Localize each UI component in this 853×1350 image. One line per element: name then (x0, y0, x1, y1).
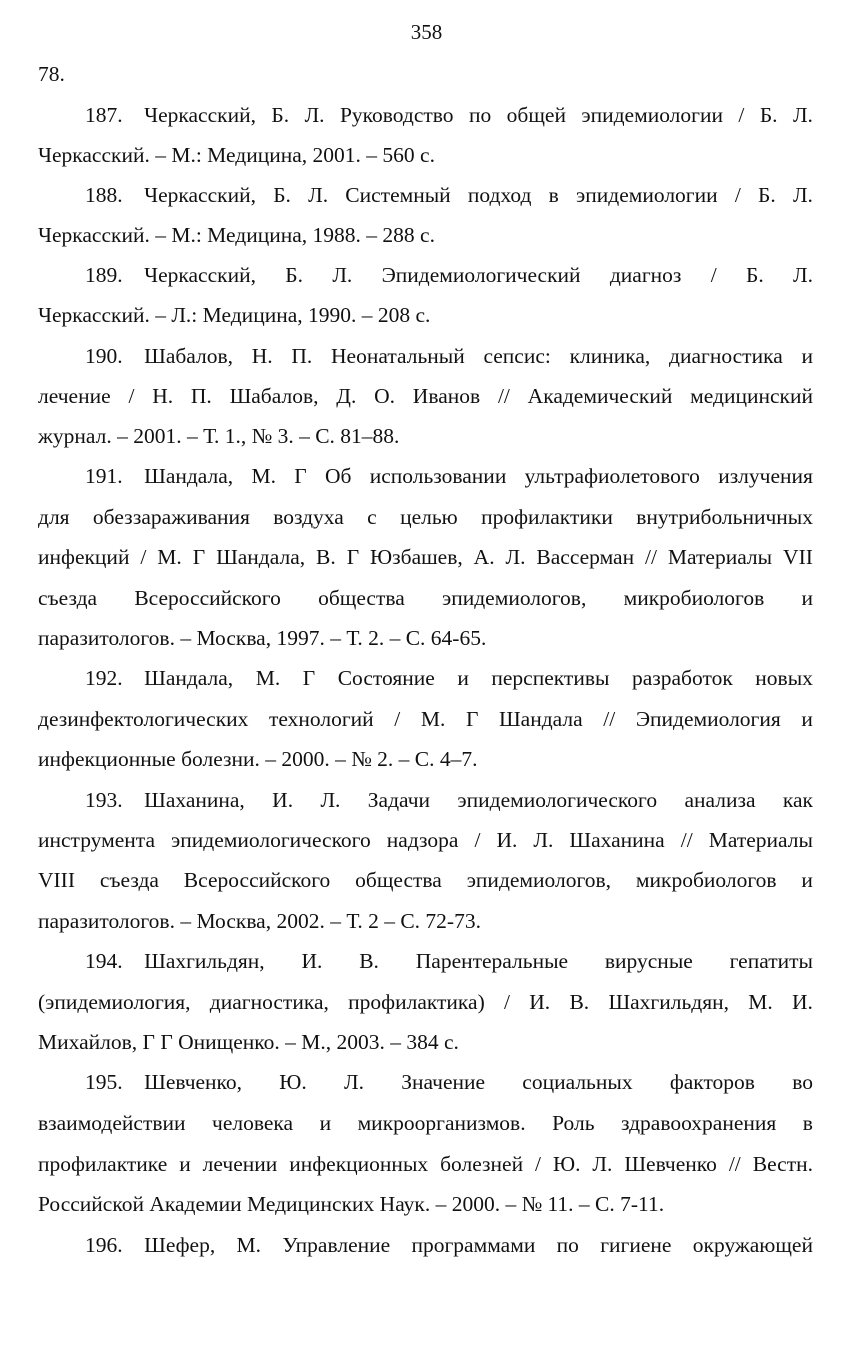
text-line: журнал. – 2001. – Т. 1., № 3. – С. 81–88. (38, 424, 400, 448)
word: М. (251, 464, 276, 488)
word: / (535, 1152, 542, 1176)
word: Эпидемиология (635, 707, 781, 731)
word: Академический (527, 384, 673, 408)
word: общества (318, 586, 405, 610)
word: 188. Черкасский, (85, 183, 256, 207)
word: по (468, 103, 492, 127)
text-line (38, 1109, 813, 1137)
text-line (38, 1150, 813, 1178)
word: микробиологов (623, 586, 765, 610)
word: клиника, (569, 344, 651, 368)
word: съезда (38, 586, 98, 610)
word: И. (301, 949, 323, 973)
word: В. (569, 990, 590, 1014)
word: Шандала (498, 707, 583, 731)
word: Г (465, 707, 479, 731)
word: Г (294, 464, 307, 488)
word: человека (212, 1111, 294, 1135)
word: 189. Черкасский, (85, 263, 256, 287)
word: целью (400, 505, 458, 529)
word: 195. Шевченко, (85, 1070, 243, 1094)
word: факторов (669, 1070, 755, 1094)
word: профилактике (38, 1152, 168, 1176)
word: лечение (38, 384, 111, 408)
text-line (85, 664, 813, 692)
text-line: паразитологов. – Москва, 2002. – Т. 2 – С. 72-73. (38, 909, 481, 933)
word: М. (236, 1233, 262, 1257)
text-line: паразитологов. – Москва, 1997. – Т. 2. – С. 64-65. (38, 626, 487, 650)
word: Шандала, (216, 545, 306, 569)
text-line (85, 462, 813, 490)
word: Шахгильдян, (608, 990, 729, 1014)
word: анализа (684, 788, 756, 812)
word: Л. (505, 545, 526, 569)
word: Л. (533, 828, 554, 852)
word: И. (272, 788, 294, 812)
word: // (645, 545, 657, 569)
word: Л. (793, 263, 813, 287)
word: съезда (99, 868, 159, 892)
word: по (556, 1233, 579, 1257)
word: инфекций (38, 545, 130, 569)
word: эпидемиологов, (442, 586, 587, 610)
word: окружающей (692, 1233, 813, 1257)
word: Б. (745, 263, 764, 287)
word: общей (506, 103, 566, 127)
text-line (38, 866, 813, 894)
word: // (497, 384, 510, 408)
word: Д. (336, 384, 357, 408)
text-line (38, 826, 813, 854)
word: инструмента (38, 828, 156, 852)
word: во (792, 1070, 813, 1094)
word: Всероссийского (183, 868, 331, 892)
word: и (801, 586, 813, 610)
word: Вассерман (536, 545, 635, 569)
text-line (85, 181, 813, 209)
word: Об (324, 464, 352, 488)
text-line (38, 584, 813, 612)
word: микробиологов (635, 868, 777, 892)
text-line (85, 947, 813, 975)
word: эпидемиологов, (466, 868, 612, 892)
word: 190. Шабалов, (85, 344, 234, 368)
word: М. (157, 545, 182, 569)
word: Л. (304, 103, 325, 127)
word: Б. (758, 183, 776, 207)
word: И. (792, 990, 813, 1014)
word: обеззараживания (92, 505, 250, 529)
word: социальных (522, 1070, 633, 1094)
word: в (548, 183, 559, 207)
word: / (734, 183, 741, 207)
word: и (801, 868, 813, 892)
word: М. (420, 707, 446, 731)
word: Материалы (667, 545, 773, 569)
word: Всероссийского (134, 586, 281, 610)
word: разработок (631, 666, 733, 690)
word: Б. (285, 263, 304, 287)
word: Л. (308, 183, 329, 207)
word: Г (346, 545, 360, 569)
word: Эпидемиологический (381, 263, 581, 287)
text-line (38, 503, 813, 531)
word: // (728, 1152, 741, 1176)
word: П. (190, 384, 212, 408)
word: гепатиты (729, 949, 813, 973)
word: Значение (401, 1070, 486, 1094)
word: подход (467, 183, 532, 207)
word: Л. (792, 183, 813, 207)
word: как (782, 788, 813, 812)
word: эпидемиологического (171, 828, 371, 852)
word: воздуха (273, 505, 344, 529)
word: 187. Черкасский, (85, 103, 256, 127)
word: Шаханина (569, 828, 665, 852)
page-number: 358 (410, 20, 443, 44)
word: излучения (718, 464, 813, 488)
text-line: Черкасский. – М.: Медицина, 2001. – 560 с. (38, 143, 435, 167)
text-line (38, 988, 813, 1016)
word: / (474, 828, 481, 852)
word: / (710, 263, 717, 287)
word: / (394, 707, 401, 731)
word: и (801, 707, 813, 731)
text-line (38, 382, 813, 410)
word: М. (255, 666, 281, 690)
text-line (85, 1068, 813, 1096)
word: Б. (759, 103, 778, 127)
word: Управление (282, 1233, 391, 1257)
text-line: Черкасский. – М.: Медицина, 1988. – 288 с. (38, 223, 435, 247)
word: Л. (792, 103, 813, 127)
word: Задачи (367, 788, 431, 812)
word: сепсис: (483, 344, 551, 368)
word: Роль (552, 1111, 595, 1135)
word: Вестн. (752, 1152, 813, 1176)
word: для (38, 505, 70, 529)
word: И. (496, 828, 518, 852)
word: эпидемиологии (581, 103, 723, 127)
word: В. (316, 545, 336, 569)
word: И. (529, 990, 551, 1014)
word: Шевченко (624, 1152, 717, 1176)
word: Неонатальный (331, 344, 465, 368)
word: О. (374, 384, 396, 408)
text-line (85, 101, 813, 129)
word: Б. (273, 183, 291, 207)
word: диагностика, (209, 990, 329, 1014)
word: 192. Шандала, (85, 666, 234, 690)
word: Иванов (412, 384, 481, 408)
word: А. (473, 545, 495, 569)
word: (эпидемиология, (38, 990, 191, 1014)
word: Л. (343, 1070, 364, 1094)
word: 191. Шандала, (85, 464, 234, 488)
word: перспективы (491, 666, 610, 690)
word: лечении (202, 1152, 278, 1176)
word: и (801, 344, 813, 368)
word: диагностика (669, 344, 783, 368)
word: / (128, 384, 135, 408)
word: общества (355, 868, 442, 892)
word: М. (748, 990, 773, 1014)
word: Системный (345, 183, 451, 207)
word: Состояние (337, 666, 435, 690)
text-line (85, 1231, 813, 1259)
text-line: инфекционные болезни. – 2000. – № 2. – С. 4–7. (38, 747, 478, 771)
word: Парентеральные (415, 949, 569, 973)
word: эпидемиологии (576, 183, 718, 207)
word: микроорганизмов. (357, 1111, 526, 1135)
word: Б. (271, 103, 290, 127)
word: и (319, 1111, 332, 1135)
word: надзора (386, 828, 459, 852)
text-line (85, 261, 813, 289)
word: эпидемиологического (457, 788, 658, 812)
word: новых (755, 666, 813, 690)
word: медицинский (690, 384, 813, 408)
text-line: Российской Академии Медицинских Наук. – 2000. – № 11. – С. 7-11. (38, 1192, 665, 1216)
word: Н. (251, 344, 273, 368)
text-line (85, 342, 813, 370)
word: в (802, 1111, 813, 1135)
word: взаимодействии (38, 1111, 186, 1135)
word: внутрибольничных (636, 505, 813, 529)
word: и (179, 1152, 191, 1176)
word: Л. (592, 1152, 613, 1176)
word: Г (302, 666, 316, 690)
word: П. (291, 344, 313, 368)
word: Руководство (339, 103, 454, 127)
word: Л. (332, 263, 353, 287)
word: здравоохранения (621, 1111, 777, 1135)
word: / (140, 545, 147, 569)
word: Ю. (279, 1070, 307, 1094)
word: дезинфектологических (38, 707, 249, 731)
text-line (38, 705, 813, 733)
word: 193. Шаханина, (85, 788, 245, 812)
word: использовании (369, 464, 507, 488)
word: болезней (440, 1152, 524, 1176)
word: 196. Шефер, (85, 1233, 216, 1257)
word: вирусные (604, 949, 693, 973)
word: профилактики (481, 505, 613, 529)
word: Шабалов, (229, 384, 319, 408)
word: Ю. (552, 1152, 581, 1176)
word: Юзбашев, (370, 545, 463, 569)
word: / (504, 990, 511, 1014)
word: Н. (152, 384, 174, 408)
text-line: Михайлов, Г Г Онищенко. – М., 2003. – 384 с. (38, 1030, 459, 1054)
word: технологий (269, 707, 374, 731)
word: гигиене (600, 1233, 672, 1257)
word: VII (783, 545, 813, 569)
text-line (38, 543, 813, 571)
word: ультрафиолетового (524, 464, 700, 488)
text-line: 78. (38, 62, 65, 86)
word: инфекционных (289, 1152, 429, 1176)
word: Г (192, 545, 206, 569)
word: и (457, 666, 469, 690)
word: // (603, 707, 616, 731)
word: Л. (320, 788, 341, 812)
text-line (85, 786, 813, 814)
word: VIII (38, 868, 76, 892)
word: 194. Шахгильдян, (85, 949, 265, 973)
word: / (738, 103, 745, 127)
word: диагноз (609, 263, 682, 287)
word: профилактика) (348, 990, 485, 1014)
word: В. (359, 949, 379, 973)
word: с (367, 505, 377, 529)
word: программами (411, 1233, 536, 1257)
word: Материалы (708, 828, 813, 852)
word: // (680, 828, 693, 852)
text-line: Черкасский. – Л.: Медицина, 1990. – 208 с. (38, 303, 431, 327)
